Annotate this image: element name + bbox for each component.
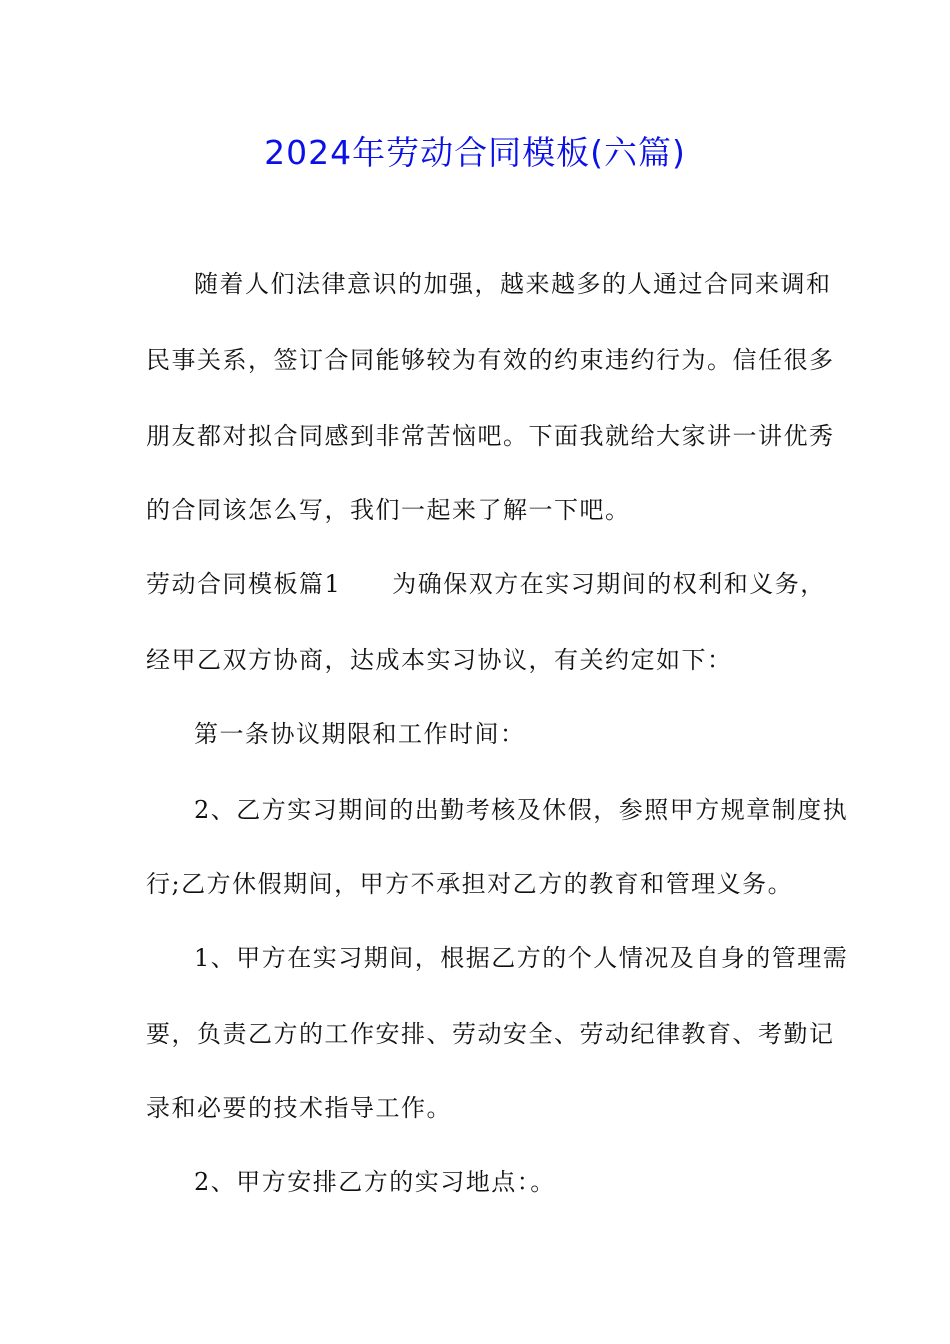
body-line: 要，负责乙方的工作安排、劳动安全、劳动纪律教育、考勤记 bbox=[146, 1020, 835, 1048]
body-line: 2、乙方实习期间的出勤考核及休假，参照甲方规章制度执 bbox=[194, 796, 849, 824]
body-line: 随着人们法律意识的加强，越来越多的人通过合同来调和 bbox=[194, 270, 832, 298]
body-line: 1、甲方在实习期间，根据乙方的个人情况及自身的管理需 bbox=[194, 944, 849, 972]
body-line: 的合同该怎么写，我们一起来了解一下吧。 bbox=[146, 496, 631, 524]
body-line: 民事关系，签订合同能够较为有效的约束违约行为。信任很多 bbox=[146, 346, 835, 374]
body-line: 录和必要的技术指导工作。 bbox=[146, 1094, 452, 1122]
body-line: 2、甲方安排乙方的实习地点：。 bbox=[194, 1168, 556, 1196]
body-line: 经甲乙双方协商，达成本实习协议，有关约定如下： bbox=[146, 646, 733, 674]
body-line: 第一条协议期限和工作时间： bbox=[194, 720, 526, 748]
body-line: 行;乙方休假期间，甲方不承担对乙方的教育和管理义务。 bbox=[146, 870, 794, 898]
document-title: 2024年劳动合同模板(六篇) bbox=[264, 133, 686, 172]
section-heading-line: 劳动合同模板篇1 为确保双方在实习期间的权利和义务， bbox=[146, 570, 826, 598]
body-line: 朋友都对拟合同感到非常苦恼吧。下面我就给大家讲一讲优秀 bbox=[146, 422, 835, 450]
